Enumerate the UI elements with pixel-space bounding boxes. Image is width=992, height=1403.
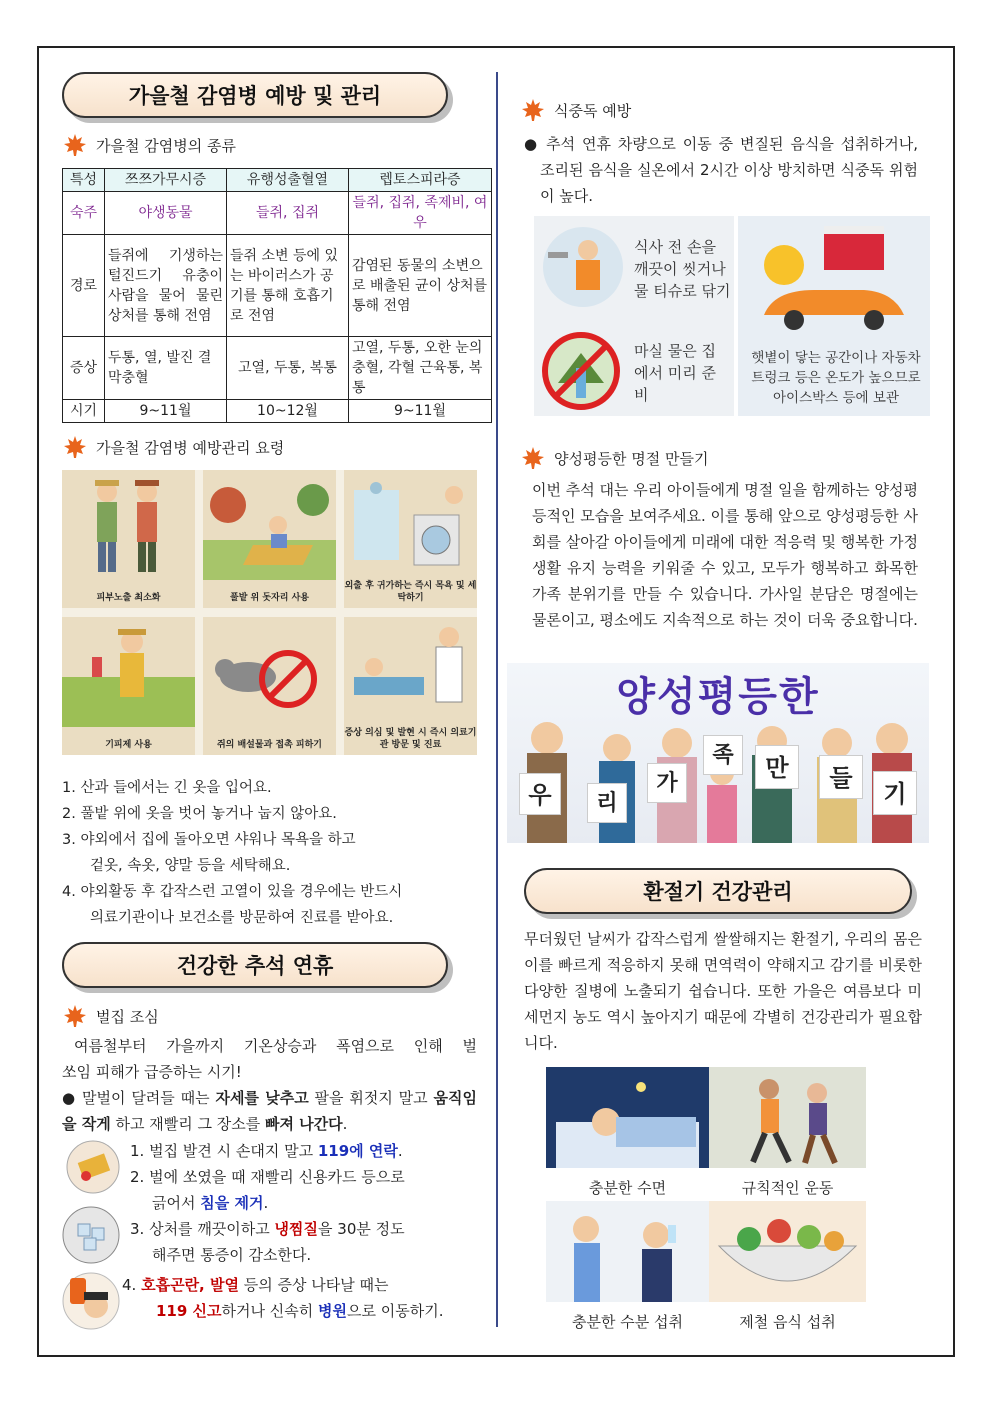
- step-emphasis: 호흡곤란, 발열: [141, 1276, 239, 1294]
- health-caption: 충분한 수분 섭취: [572, 1313, 683, 1331]
- bee-step-3-cont: 해주면 통증이 감소한다.: [152, 1246, 312, 1264]
- tip-item: 2. 풀밭 위에 옷을 벗어 놓거나 눕지 않아요.: [62, 806, 337, 822]
- section-heading-food: [520, 97, 631, 123]
- family-sign: 리: [587, 783, 627, 823]
- maple-leaf-icon: [520, 445, 546, 471]
- maple-leaf-icon: [62, 434, 88, 460]
- family-sign: 족: [703, 735, 743, 775]
- prevention-tips: [62, 775, 402, 931]
- title-seasonal-health: [524, 868, 912, 914]
- sleep-illustration: [546, 1067, 709, 1168]
- bee-intro-line: 쏘임 피해가 급증하는 시기!: [62, 1063, 242, 1081]
- handwash-icon: [538, 222, 628, 312]
- section-heading-prevention: [62, 434, 284, 460]
- table-cell: 10~12월: [227, 400, 349, 423]
- section-heading-gender: [520, 445, 708, 471]
- column-divider: [496, 72, 498, 1327]
- health-caption: 충분한 수면: [588, 1179, 667, 1197]
- illustration-cell: [344, 470, 477, 608]
- rule-text: 하고 재빨리 그 장소를: [110, 1115, 265, 1133]
- rat-no-contact-illustration: [203, 617, 336, 727]
- section-heading-text: 양성평등한 명절 만들기: [554, 449, 709, 468]
- table-cell: 들쥐, 집쥐: [227, 192, 349, 235]
- seasonal-food-illustration: [709, 1201, 866, 1302]
- bee-step-1: [130, 1138, 405, 1164]
- title-autumn-infection: [62, 72, 448, 118]
- bee-rule: [62, 1085, 477, 1137]
- exercise-illustration: [709, 1067, 866, 1168]
- row-label: 증상: [63, 337, 105, 400]
- step-text: 1. 벌집 발견 시 손대지 말고: [130, 1142, 318, 1160]
- food-tip-text: 식사 전 손을 깨끗이 씻거나 물 티슈로 닦기: [634, 238, 731, 300]
- wash-laundry-illustration: [344, 470, 477, 580]
- illustration-caption: 증상 의심 및 발현 시 즉시 의료기관 방문 및 진료: [344, 728, 477, 750]
- table-row: [63, 400, 492, 423]
- step-text: 긁어서: [152, 1194, 201, 1212]
- food-tip-text: 햇볕이 닿는 공간이나 자동차 트렁크 등은 온도가 높으므로 아이스박스 등에 보관: [751, 350, 921, 406]
- table-cell: 들쥐 소변 등에 있는 바이러스가 공기를 통해 호흡기로 전염: [227, 235, 349, 337]
- bee-step-4-line: [122, 1272, 443, 1298]
- bee-step-3: [130, 1216, 405, 1242]
- family-sign: 가: [647, 763, 687, 803]
- rule-emphasis: 움직임을 작게: [62, 1089, 477, 1133]
- bee-step-2: [130, 1164, 405, 1190]
- tip-item: 1. 산과 들에서는 긴 옷을 입어요.: [62, 780, 272, 796]
- table-cell: 9~11월: [105, 400, 227, 423]
- food-tip-text: 마실 물은 집에서 미리 준비: [634, 342, 716, 404]
- illustration-cell: [62, 470, 195, 608]
- row-label: 시기: [63, 400, 105, 423]
- health-caption: 제철 음식 섭취: [739, 1313, 836, 1331]
- table-cell: 감염된 동물의 소변으로 배출된 균이 상처를 통해 전염: [349, 235, 492, 337]
- step-text: 등의 증상 나타날 때는: [238, 1276, 389, 1294]
- bee-steps: [130, 1138, 405, 1268]
- step-text: 을 30분 정도: [318, 1220, 405, 1238]
- no-stream-water-icon: [538, 328, 624, 414]
- banner-title: 양성평등한: [616, 674, 820, 720]
- family-illustration: [507, 713, 929, 843]
- row-label: 경로: [63, 235, 105, 337]
- table-cell: 야생동물: [105, 192, 227, 235]
- table-header: 유행성출혈열: [227, 169, 349, 192]
- step-text: 2. 벌에 쏘였을 때 재빨리 신용카드 등으로: [130, 1168, 405, 1186]
- step-text: 하거나 신속히: [221, 1302, 318, 1320]
- family-sign: 들: [819, 755, 863, 799]
- table-cell: 고열, 두통, 복통: [227, 337, 349, 400]
- illustration-caption: 외출 후 귀가하는 즉시 목욕 및 세탁하기: [344, 581, 477, 603]
- tip-item: 4. 야외활동 후 갑작스런 고열이 있을 경우에는 반드시: [62, 884, 403, 900]
- rule-emphasis: 빠져 나간다: [264, 1115, 343, 1133]
- family-sign: 기: [873, 771, 917, 815]
- step-emphasis: 119 신고: [156, 1302, 222, 1320]
- step-emphasis: 119에 연락: [317, 1142, 398, 1160]
- step-text: 3. 상처를 깨끗이하고: [130, 1220, 275, 1238]
- step-emphasis: 병원: [318, 1302, 347, 1320]
- title-text: 건강한 추석 연휴: [176, 954, 334, 978]
- picnic-mat-illustration: [203, 470, 336, 580]
- step-text: .: [397, 1142, 403, 1160]
- section-heading-text: 식중독 예방: [554, 101, 632, 120]
- gender-equality-text: 이번 추석 대는 우리 아이들에게 명절 일을 함께하는 양성평등적인 모습을 보여주세요. 이를 통해 앞으로 양성평등한 사회를 살아갈 아이들에게 미래에 대한 적응력 및 행복한 가정생활 유지 능력을 키워줄 수 있고, 모두가 행복하고 화목한 가족 분위기를 만들 수 있습니다. 가사일 분담은 명절에는 물론이고, 평소에도 지속적으로 하는 것이 더욱 중요합니다.: [532, 481, 918, 629]
- maple-leaf-icon: [62, 1003, 88, 1029]
- table-row: [63, 192, 492, 235]
- food-poisoning-text: ● 추석 연휴 차량으로 이동 중 변질된 음식을 섭취하거나, 조리된 음식을 실온에서 2시간 이상 방치하면 식중독 위험이 높다.: [524, 135, 918, 205]
- illustration-cell: [203, 470, 336, 608]
- table-row: [63, 235, 492, 337]
- bee-intro: [62, 1033, 477, 1085]
- table-row: [63, 337, 492, 400]
- car-icebox-icon: [744, 220, 924, 340]
- table-cell: 들쥐에 기생하는 털진드기 유충이 사람을 물어 물린상처를 통해 전염: [105, 235, 227, 337]
- illustration-caption: 풀밭 위 돗자리 사용: [230, 593, 309, 603]
- tip-item: 3. 야외에서 집에 돌아오면 샤워나 목욕을 하고: [62, 832, 356, 848]
- farmer-clothing-illustration: [62, 470, 195, 580]
- table-header: 쯔쯔가무시증: [105, 169, 227, 192]
- ice-pack-icon: [62, 1206, 120, 1264]
- family-sign: 우: [519, 773, 561, 815]
- title-text: 가을철 감염병 예방 및 관리: [128, 84, 382, 108]
- step-emphasis: 침을 제거: [200, 1194, 264, 1212]
- section-heading-bee: [62, 1003, 159, 1029]
- rule-emphasis: 자세를 낮추고: [215, 1089, 309, 1107]
- illustration-caption: 피부노출 최소화: [96, 593, 161, 603]
- section-heading-text: 가을철 감염병 예방관리 요령: [96, 438, 285, 457]
- illustration-caption: 쥐의 배설물과 접촉 피하기: [216, 740, 323, 750]
- table-cell: 9~11월: [349, 400, 492, 423]
- maple-leaf-icon: [62, 132, 88, 158]
- hydration-illustration: [546, 1201, 709, 1302]
- step-text: 으로 이동하기.: [346, 1302, 444, 1320]
- illustration-cell: [203, 617, 336, 755]
- rule-text: ● 말벌이 달려들 때는: [62, 1089, 216, 1107]
- disease-table: [62, 168, 492, 423]
- rule-text: .: [342, 1115, 348, 1133]
- tip-item: 겉옷, 속옷, 양말 등을 세탁해요.: [90, 858, 291, 874]
- rule-text: 팔을 휘젓지 말고: [308, 1089, 434, 1107]
- section-heading-text: 가을철 감염병의 종류: [96, 136, 236, 155]
- bee-step-2-cont: [130, 1190, 405, 1216]
- bee-intro-line: 여름철부터 가을까지 기온상승과 폭염으로 인해 벌: [74, 1037, 477, 1055]
- maple-leaf-icon: [520, 97, 546, 123]
- repellent-illustration: [62, 617, 195, 727]
- illustration-caption: 기피제 사용: [105, 740, 152, 750]
- table-header-row: [63, 169, 492, 192]
- illustration-cell: [62, 617, 195, 755]
- title-text: 환절기 건강관리: [643, 880, 793, 904]
- gender-equality-banner: [507, 663, 929, 843]
- tip-item: 의료기관이나 보건소를 방문하여 진료를 받아요.: [90, 910, 394, 926]
- table-cell: 두통, 열, 발진 결막충혈: [105, 337, 227, 400]
- section-heading-types: [62, 132, 236, 158]
- step-text: 4.: [122, 1276, 142, 1294]
- table-header: 렙토스피라증: [349, 169, 492, 192]
- section-heading-text: 벌집 조심: [96, 1007, 159, 1026]
- hospital-visit-illustration: [344, 617, 477, 727]
- health-caption: 규칙적인 운동: [741, 1179, 834, 1197]
- seasonal-health-text: 무더웠던 날씨가 갑작스럽게 쌀쌀해지는 환절기, 우리의 몸은 이를 빠르게 적응하지 못해 면역력이 약해지고 감기를 비롯한 다양한 질병에 노출되기 쉽습니다. 또한 가을은 여름보다 미세먼지 농도 역시 높아지기 때문에 각별히 건강관리가 필요합니다.: [524, 930, 922, 1052]
- illustration-cell: [344, 617, 477, 755]
- step-emphasis: 냉찜질: [274, 1220, 319, 1238]
- table-cell: 고열, 두통, 오한 눈의 충혈, 각혈 근육통, 복통: [349, 337, 492, 400]
- emergency-call-icon: [62, 1272, 120, 1330]
- bee-step-4: [122, 1272, 443, 1324]
- table-cell: 들쥐, 집쥐, 족제비, 여우: [349, 192, 492, 235]
- family-sign: 만: [755, 745, 799, 789]
- table-header: 특성: [63, 169, 105, 192]
- bee-step-4-cont: [122, 1298, 443, 1324]
- bee-sting-icon: [66, 1140, 120, 1194]
- title-healthy-chuseok: [62, 942, 448, 988]
- step-text: .: [263, 1194, 269, 1212]
- row-label: 숙주: [63, 192, 105, 235]
- food-safety-illustration: [534, 216, 930, 416]
- prevention-illustration-grid: [62, 470, 477, 755]
